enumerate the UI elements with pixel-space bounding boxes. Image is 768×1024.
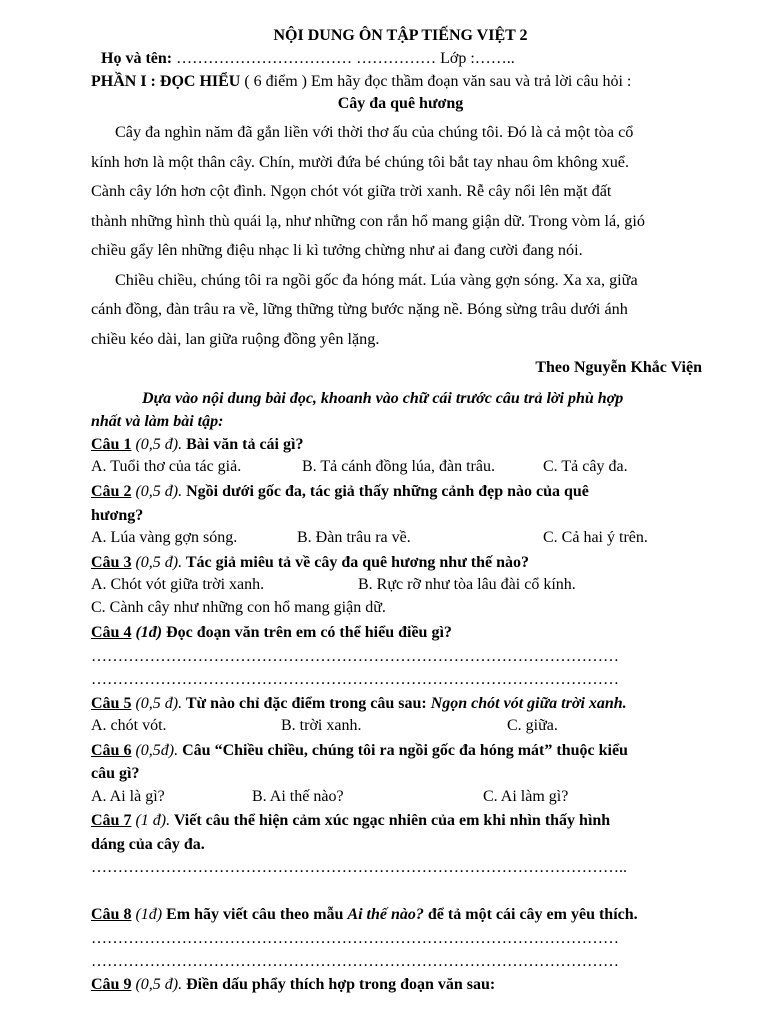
question-4-label: Câu 4 — [91, 624, 132, 641]
part1-description: ( 6 điểm ) Em hãy đọc thầm đoạn văn sau và trả lời câu hỏi : — [240, 73, 632, 90]
question-2-option-a[interactable]: A. Lúa vàng gợn sóng. — [91, 529, 238, 546]
question-8-text: Em hãy viết câu theo mẫu — [162, 906, 348, 923]
question-8-model: Ai thế nào? — [347, 906, 424, 923]
question-2-points: (0,5 đ). — [131, 483, 183, 500]
passage-line: chiều gẩy lên những điệu nhạc li kì tưởng chừng như ai đang cười đang nói. — [91, 241, 583, 259]
question-5-text: Từ nào chỉ đặc điểm trong câu sau: — [182, 695, 431, 712]
question-1-option-a[interactable]: A. Tuổi thơ của tác giả. — [91, 458, 242, 475]
question-9-points: (0,5 đ). — [131, 976, 183, 993]
question-4 — [91, 623, 710, 643]
question-7-text-cont: dáng của cây đa. — [91, 836, 205, 853]
question-7-answer-line[interactable]: ……………………………………………………………………………………….. — [91, 859, 627, 876]
passage-line: cánh đồng, đàn trâu ra về, lững thững từng bước nặng nề. Bóng sừng trâu dưới ánh — [91, 300, 628, 318]
question-2-text-cont: hương? — [91, 507, 144, 524]
question-3-label: Câu 3 — [91, 554, 132, 571]
passage-line: chiều kéo dài, lan giữa ruộng đồng yên lặng. — [91, 329, 380, 348]
question-5-option-b[interactable]: B. trời xanh. — [281, 717, 362, 734]
question-4-points: (1đ) — [131, 624, 163, 641]
question-7-points: (1 đ). — [131, 812, 171, 829]
student-info-line — [101, 49, 710, 69]
question-6-label: Câu 6 — [91, 742, 132, 759]
question-4-answer-line-1[interactable]: ……………………………………………………………………………………… — [91, 648, 619, 665]
question-8-label: Câu 8 — [91, 906, 132, 923]
question-6-text-cont: câu gì? — [91, 765, 140, 782]
class-label: Lớp :…….. — [440, 50, 515, 67]
question-3-option-c[interactable]: C. Cành cây như những con hổ mang giận dữ. — [91, 599, 386, 616]
question-1-label: Câu 1 — [91, 436, 132, 453]
question-6-option-c[interactable]: C. Ai làm gì? — [483, 788, 569, 805]
question-5 — [91, 694, 710, 714]
question-8-answer-line-2[interactable]: ……………………………………………………………………………………… — [91, 953, 619, 970]
question-2-option-c[interactable]: C. Cả hai ý trên. — [543, 529, 648, 546]
question-6-option-b[interactable]: B. Ai thế nào? — [252, 788, 344, 805]
page-title: NỘI DUNG ÔN TẬP TIẾNG VIỆT 2 — [273, 27, 528, 44]
question-8 — [91, 905, 710, 925]
question-2 — [91, 482, 710, 502]
question-8-answer-line-1[interactable]: ……………………………………………………………………………………… — [91, 930, 619, 947]
question-4-text: Đọc đoạn văn trên em có thể hiểu điều gì? — [162, 624, 452, 641]
question-3-option-a[interactable]: A. Chót vót giữa trời xanh. — [91, 576, 265, 593]
reading-passage — [91, 118, 711, 354]
passage-line: kính hơn là một thân cây. Chín, mười đứa bé chúng tôi bắt tay nhau ôm không xuể. — [91, 152, 630, 171]
question-3-text: Tác giả miêu tả về cây đa quê hương như thế nào? — [182, 554, 530, 571]
reading-title: Cây đa quê hương — [337, 95, 464, 112]
question-6-text: Câu “Chiều chiều, chúng tôi ra ngồi gốc đa hóng mát” thuộc kiểu — [178, 742, 628, 759]
question-2-label: Câu 2 — [91, 483, 132, 500]
question-8-points: (1đ) — [131, 906, 163, 923]
question-9-text: Điền dấu phẩy thích hợp trong đoạn văn sau: — [182, 976, 496, 993]
passage-author: Theo Nguyễn Khắc Viện — [535, 359, 702, 376]
passage-line: thành những hình thù quái lạ, như những con rắn hổ mang giận dữ. Trong vòm lá, gió — [91, 211, 645, 230]
question-1-points: (0,5 đ). — [131, 436, 183, 453]
question-5-option-c[interactable]: C. giữa. — [507, 717, 558, 734]
part1-heading — [91, 72, 710, 92]
instruction-line-2: nhất và làm bài tập: — [91, 413, 224, 430]
question-8-text-after: để tả một cái cây em yêu thích. — [423, 906, 638, 923]
question-5-points: (0,5 đ). — [131, 695, 183, 712]
name-label: Họ và tên: — [101, 50, 173, 67]
question-6 — [91, 741, 710, 761]
question-7 — [91, 811, 710, 831]
question-9 — [91, 975, 710, 995]
question-1-option-b[interactable]: B. Tả cánh đồng lúa, đàn trâu. — [302, 458, 495, 475]
question-9-label: Câu 9 — [91, 976, 132, 993]
question-5-option-a[interactable]: A. chót vót. — [91, 717, 167, 734]
passage-line: Cành cây lớn hơn cột đình. Ngọn chót vót giữa trời xanh. Rễ cây nổi lên mặt đất — [91, 182, 612, 200]
question-1-text: Bài văn tả cái gì? — [182, 436, 304, 453]
question-1-option-c[interactable]: C. Tả cây đa. — [543, 458, 628, 475]
question-6-points: (0,5đ). — [131, 742, 179, 759]
question-4-answer-line-2[interactable]: ……………………………………………………………………………………… — [91, 671, 619, 688]
question-3-points: (0,5 đ). — [131, 554, 183, 571]
question-3 — [91, 553, 710, 573]
name-blank: …………………………… …………… — [176, 50, 437, 67]
question-2-text: Ngồi dưới gốc đa, tác giả thấy những cảnh đẹp nào của quê — [182, 483, 589, 500]
question-1 — [91, 435, 710, 455]
question-5-quote: Ngọn chót vót giữa trời xanh. — [430, 695, 627, 712]
question-2-option-b[interactable]: B. Đàn trâu ra về. — [297, 529, 411, 546]
passage-line: Cây đa nghìn năm đã gắn liền với thời thơ ấu của chúng tôi. Đó là cả một tòa cổ — [115, 123, 634, 141]
question-3-option-b[interactable]: B. Rực rỡ như tòa lâu đài cổ kính. — [358, 576, 576, 593]
question-7-label: Câu 7 — [91, 812, 132, 829]
part1-label: PHẦN I : ĐỌC HIỂU — [91, 73, 241, 90]
passage-line: Chiều chiều, chúng tôi ra ngồi gốc đa hóng mát. Lúa vàng gợn sóng. Xa xa, giữa — [115, 270, 638, 289]
question-7-text: Viết câu thể hiện cảm xúc ngạc nhiên của em khi nhìn thấy hình — [170, 812, 611, 829]
instruction-line-1: Dựa vào nội dung bài đọc, khoanh vào chữ cái trước câu trả lời phù hợp — [142, 390, 624, 407]
question-5-label: Câu 5 — [91, 695, 132, 712]
question-6-option-a[interactable]: A. Ai là gì? — [91, 788, 165, 805]
